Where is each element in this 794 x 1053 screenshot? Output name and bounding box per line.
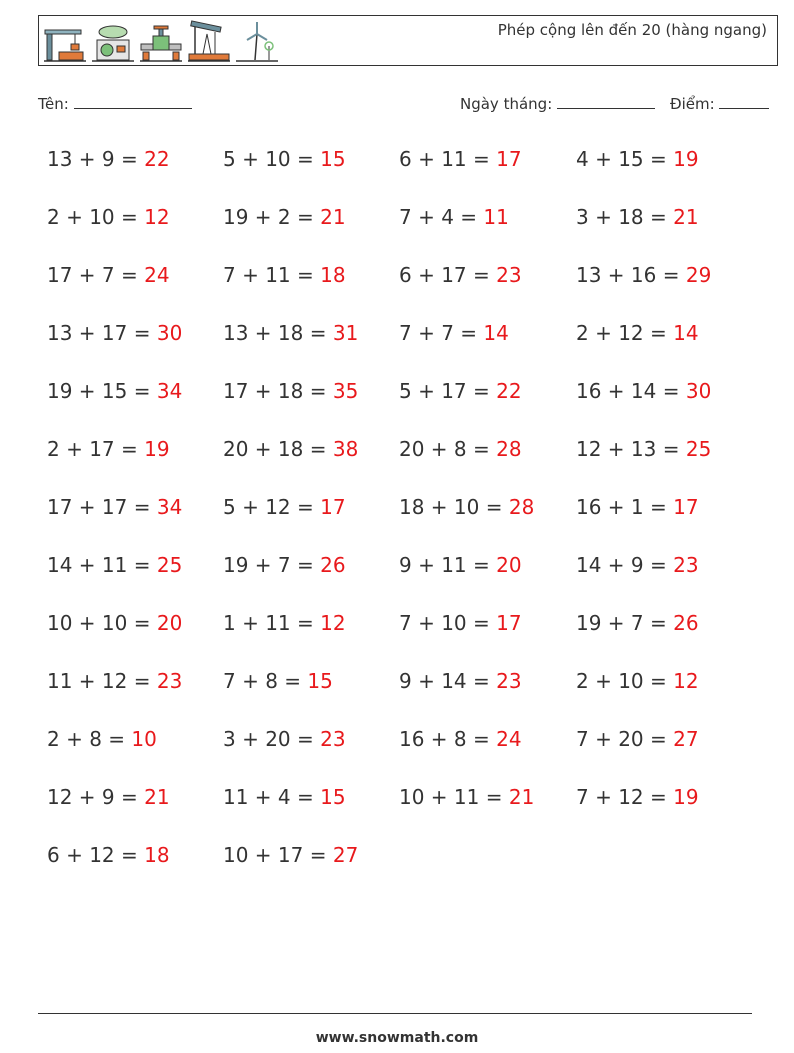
date-label: Ngày tháng: xyxy=(460,95,553,113)
problem-answer: 25 xyxy=(156,553,183,577)
problem-answer: 35 xyxy=(332,379,359,403)
problem-question: 2 + 12 = xyxy=(576,321,674,345)
problem-answer: 17 xyxy=(320,495,346,519)
problem-question: 19 + 2 = xyxy=(223,205,321,229)
name-label: Tên: xyxy=(38,95,69,113)
problem-answer: 17 xyxy=(673,495,699,519)
problem-answer: 19 xyxy=(144,437,170,461)
problem-item xyxy=(223,669,333,693)
factory-globe-icon xyxy=(91,20,135,64)
score-label: Điểm: xyxy=(670,95,715,113)
problem-answer: 25 xyxy=(685,437,712,461)
problem-answer: 23 xyxy=(673,553,699,577)
problem-question: 6 + 17 = xyxy=(399,263,497,287)
problem-answer: 27 xyxy=(673,727,699,751)
problem-answer: 31 xyxy=(332,321,359,345)
problem-item xyxy=(47,263,170,287)
problem-question: 5 + 10 = xyxy=(223,147,321,171)
problem-question: 7 + 4 = xyxy=(399,205,484,229)
problem-answer: 14 xyxy=(673,321,699,345)
name-blank[interactable] xyxy=(74,94,192,109)
problem-question: 14 + 11 = xyxy=(47,553,157,577)
problem-item xyxy=(223,263,346,287)
problem-item xyxy=(399,205,509,229)
problem-answer: 14 xyxy=(483,321,509,345)
problem-question: 2 + 8 = xyxy=(47,727,132,751)
problem-answer: 18 xyxy=(320,263,346,287)
problem-answer: 20 xyxy=(156,611,183,635)
problem-item xyxy=(576,611,699,635)
problem-item xyxy=(47,669,182,693)
problem-question: 2 + 10 = xyxy=(576,669,674,693)
problem-item xyxy=(47,611,182,635)
problem-question: 7 + 10 = xyxy=(399,611,497,635)
problem-item xyxy=(223,205,346,229)
problem-item xyxy=(223,495,346,519)
problem-question: 4 + 15 = xyxy=(576,147,674,171)
problem-item xyxy=(576,321,699,345)
problem-answer: 26 xyxy=(320,553,346,577)
problem-question: 1 + 11 = xyxy=(223,611,321,635)
problem-item xyxy=(576,785,699,809)
problem-question: 13 + 9 = xyxy=(47,147,145,171)
problem-item xyxy=(399,611,522,635)
problem-question: 7 + 20 = xyxy=(576,727,674,751)
problem-question: 6 + 12 = xyxy=(47,843,145,867)
problem-answer: 20 xyxy=(496,553,522,577)
problem-item xyxy=(223,379,358,403)
problem-answer: 28 xyxy=(496,437,522,461)
problem-question: 19 + 7 = xyxy=(223,553,321,577)
date-field xyxy=(460,94,655,113)
problem-item xyxy=(223,843,358,867)
problem-question: 2 + 17 = xyxy=(47,437,145,461)
problem-answer: 26 xyxy=(673,611,699,635)
worksheet-title: Phép cộng lên đến 20 (hàng ngang) xyxy=(497,21,767,39)
problem-question: 7 + 11 = xyxy=(223,263,321,287)
problem-answer: 24 xyxy=(496,727,522,751)
problem-question: 5 + 17 = xyxy=(399,379,497,403)
problem-answer: 15 xyxy=(320,147,346,171)
problem-answer: 30 xyxy=(685,379,712,403)
problem-answer: 15 xyxy=(307,669,333,693)
problem-answer: 17 xyxy=(496,147,522,171)
problem-item xyxy=(47,379,182,403)
problem-answer: 22 xyxy=(496,379,522,403)
problem-question: 10 + 17 = xyxy=(223,843,333,867)
problem-item xyxy=(399,321,509,345)
problem-item xyxy=(47,321,182,345)
problem-answer: 21 xyxy=(144,785,170,809)
problem-item xyxy=(399,785,534,809)
problem-question: 16 + 1 = xyxy=(576,495,674,519)
problem-item xyxy=(399,437,522,461)
problem-item xyxy=(576,379,711,403)
problem-item xyxy=(576,727,699,751)
problem-question: 9 + 11 = xyxy=(399,553,497,577)
problem-question: 17 + 18 = xyxy=(223,379,333,403)
problem-item xyxy=(399,669,522,693)
problem-answer: 34 xyxy=(156,379,183,403)
problem-question: 6 + 11 = xyxy=(399,147,497,171)
problem-answer: 22 xyxy=(144,147,170,171)
problem-answer: 10 xyxy=(131,727,157,751)
problem-item xyxy=(223,727,346,751)
problem-item xyxy=(576,147,699,171)
problem-item xyxy=(223,147,346,171)
problem-item xyxy=(223,611,346,635)
problem-item xyxy=(399,147,522,171)
problem-answer: 17 xyxy=(496,611,522,635)
problem-item xyxy=(47,553,182,577)
problem-question: 12 + 13 = xyxy=(576,437,686,461)
problem-item xyxy=(47,205,170,229)
problem-answer: 11 xyxy=(483,205,509,229)
oil-pump-icon xyxy=(187,20,231,64)
problem-answer: 18 xyxy=(144,843,170,867)
problem-answer: 23 xyxy=(320,727,346,751)
problem-answer: 21 xyxy=(508,785,535,809)
problem-item xyxy=(47,843,170,867)
problem-question: 12 + 9 = xyxy=(47,785,145,809)
problem-question: 13 + 18 = xyxy=(223,321,333,345)
problem-question: 2 + 10 = xyxy=(47,205,145,229)
problem-question: 7 + 7 = xyxy=(399,321,484,345)
problem-item xyxy=(47,495,182,519)
problem-answer: 12 xyxy=(673,669,699,693)
problem-question: 11 + 12 = xyxy=(47,669,157,693)
problem-item xyxy=(223,553,346,577)
problem-question: 3 + 18 = xyxy=(576,205,674,229)
problem-item xyxy=(576,669,699,693)
problem-answer: 23 xyxy=(496,263,522,287)
problem-question: 14 + 9 = xyxy=(576,553,674,577)
problem-question: 9 + 14 = xyxy=(399,669,497,693)
score-field xyxy=(670,94,769,113)
problem-answer: 34 xyxy=(156,495,183,519)
problem-answer: 28 xyxy=(508,495,535,519)
problem-item xyxy=(47,785,170,809)
problem-question: 17 + 7 = xyxy=(47,263,145,287)
problem-item xyxy=(399,553,522,577)
problem-question: 7 + 8 = xyxy=(223,669,308,693)
problem-answer: 21 xyxy=(320,205,346,229)
problem-answer: 21 xyxy=(673,205,699,229)
footer-divider xyxy=(38,1013,752,1014)
problem-answer: 38 xyxy=(332,437,359,461)
problem-question: 16 + 14 = xyxy=(576,379,686,403)
wind-turbine-icon xyxy=(235,20,279,64)
problem-answer: 12 xyxy=(144,205,170,229)
problem-item xyxy=(399,263,522,287)
header-icons xyxy=(43,20,279,64)
problem-item xyxy=(399,379,522,403)
problem-question: 19 + 7 = xyxy=(576,611,674,635)
problem-item xyxy=(576,495,699,519)
problem-question: 10 + 10 = xyxy=(47,611,157,635)
problem-answer: 23 xyxy=(156,669,183,693)
problem-answer: 15 xyxy=(320,785,346,809)
problem-question: 18 + 10 = xyxy=(399,495,509,519)
problem-item xyxy=(576,263,711,287)
footer-url: www.snowmath.com xyxy=(315,1030,479,1046)
problem-answer: 27 xyxy=(332,843,359,867)
problem-answer: 23 xyxy=(496,669,522,693)
problem-question: 20 + 8 = xyxy=(399,437,497,461)
problem-item xyxy=(576,205,699,229)
header-box xyxy=(38,15,778,66)
problem-item xyxy=(576,437,711,461)
problem-question: 5 + 12 = xyxy=(223,495,321,519)
problem-item xyxy=(47,147,170,171)
score-blank[interactable] xyxy=(719,94,769,109)
problem-item xyxy=(47,727,157,751)
problem-item xyxy=(223,321,358,345)
problem-answer: 24 xyxy=(144,263,170,287)
problem-question: 20 + 18 = xyxy=(223,437,333,461)
problem-answer: 12 xyxy=(320,611,346,635)
problem-question: 3 + 20 = xyxy=(223,727,321,751)
crane-icon xyxy=(43,20,87,64)
problem-question: 7 + 12 = xyxy=(576,785,674,809)
pipeline-valve-icon xyxy=(139,20,183,64)
problem-question: 13 + 17 = xyxy=(47,321,157,345)
problem-answer: 19 xyxy=(673,785,699,809)
problem-item xyxy=(399,727,522,751)
problem-item xyxy=(47,437,170,461)
problem-item xyxy=(223,437,358,461)
date-blank[interactable] xyxy=(557,94,655,109)
problem-question: 17 + 17 = xyxy=(47,495,157,519)
problem-answer: 30 xyxy=(156,321,183,345)
problem-question: 10 + 11 = xyxy=(399,785,509,809)
problem-item xyxy=(223,785,346,809)
problem-question: 11 + 4 = xyxy=(223,785,321,809)
problem-answer: 19 xyxy=(673,147,699,171)
name-field xyxy=(38,94,192,113)
problem-answer: 29 xyxy=(685,263,712,287)
problem-question: 19 + 15 = xyxy=(47,379,157,403)
problem-question: 16 + 8 = xyxy=(399,727,497,751)
problem-item xyxy=(399,495,534,519)
problem-item xyxy=(576,553,699,577)
problem-question: 13 + 16 = xyxy=(576,263,686,287)
